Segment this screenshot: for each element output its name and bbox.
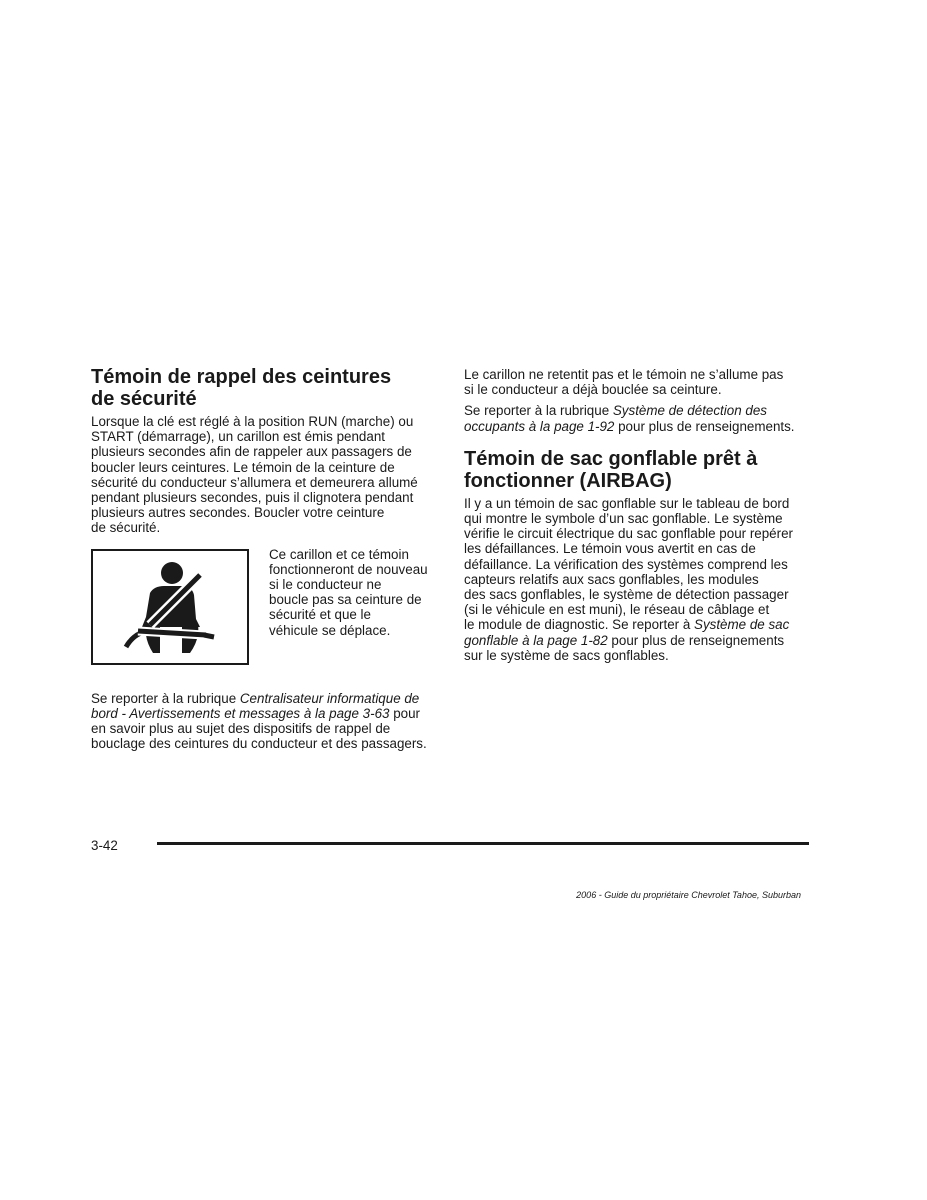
seatbelt-figure-caption: Ce carillon et ce témoin fonctionneront de nouveau si le conducteur ne boucle pas sa ceinture de sécurité et que le véhicule se déplace. [269, 546, 428, 638]
airbag-paragraph: Il y a un témoin de sac gonflable sur le tableau de bord qui montre le symbole d’un sac gonflable. Le système vérifie le circuit électrique du sac gonflable pour repérer les défaillances. Le témoin vous avertit en cas de défaillance. La vérification des systèmes comprend les capteurs relatifs aux sacs gonflables, les modules des sacs gonflables, le système de détection passager (si le véhicule en est muni), le réseau de câblage et le module de diagnostic. Se reporter à Système de sac gonflable à la page 1-82 pour plus de renseignements sur le système de sacs gonflables. [464, 495, 793, 663]
link-driver-info-center-page: bord - Avertissements et messages à la page 3-63 [91, 705, 390, 721]
page-number: 3-42 [91, 838, 118, 853]
occupant-detection-reference: Se reporter à la rubrique Système de détection des occupants à la page 1-92 pour plus de renseignements. [464, 403, 795, 434]
link-occupant-detection-page: occupants à la page 1-92 [464, 418, 615, 434]
chime-note-paragraph: Le carillon ne retentit pas et le témoin ne s’allume pas si le conducteur a déjà bouclée sa ceinture. [464, 367, 784, 398]
seatbelt-reminder-heading: Témoin de rappel des ceintures de sécurité [91, 366, 392, 410]
link-driver-info-center: Centralisateur informatique de [239, 690, 420, 706]
left-column [91, 366, 436, 757]
seatbelt-intro-paragraph: Lorsque la clé est réglé à la position RUN (marche) ou START (démarrage), un carillon est émis pendant plusieurs secondes afin de rappeler aux passagers de boucler leurs ceintures. Le témoin de la ceinture de sécurité du conducteur s’allumera et demeurera allumé pendant plusieurs secondes, puis il clignotera pendant plusieurs autres secondes. Boucler votre ceinture de sécurité. [91, 414, 418, 536]
seatbelt-reference-paragraph: Se reporter à la rubrique Centralisateur informatique de bord - Avertissements et messages à la page 3-63 pour en savoir plus au sujet des dispositifs de rappel de bouclage des ceintures du conducteur et des passagers. [91, 690, 427, 752]
airbag-readiness-heading: Témoin de sac gonflable prêt à fonctionner (AIRBAG) [464, 447, 758, 492]
seatbelt-reminder-icon [120, 559, 220, 655]
footer-rule [157, 842, 809, 845]
link-airbag-system-page: gonflable à la page 1-82 [464, 632, 608, 648]
link-occupant-detection: Système de détection des [612, 403, 767, 419]
footer-title: 2006 - Guide du propriétaire Chevrolet Tahoe, Suburban [576, 890, 801, 900]
right-column [464, 367, 814, 669]
link-airbag-system: Système de sac [694, 617, 790, 633]
seatbelt-icon-frame [91, 549, 249, 665]
seatbelt-figure [91, 546, 436, 677]
